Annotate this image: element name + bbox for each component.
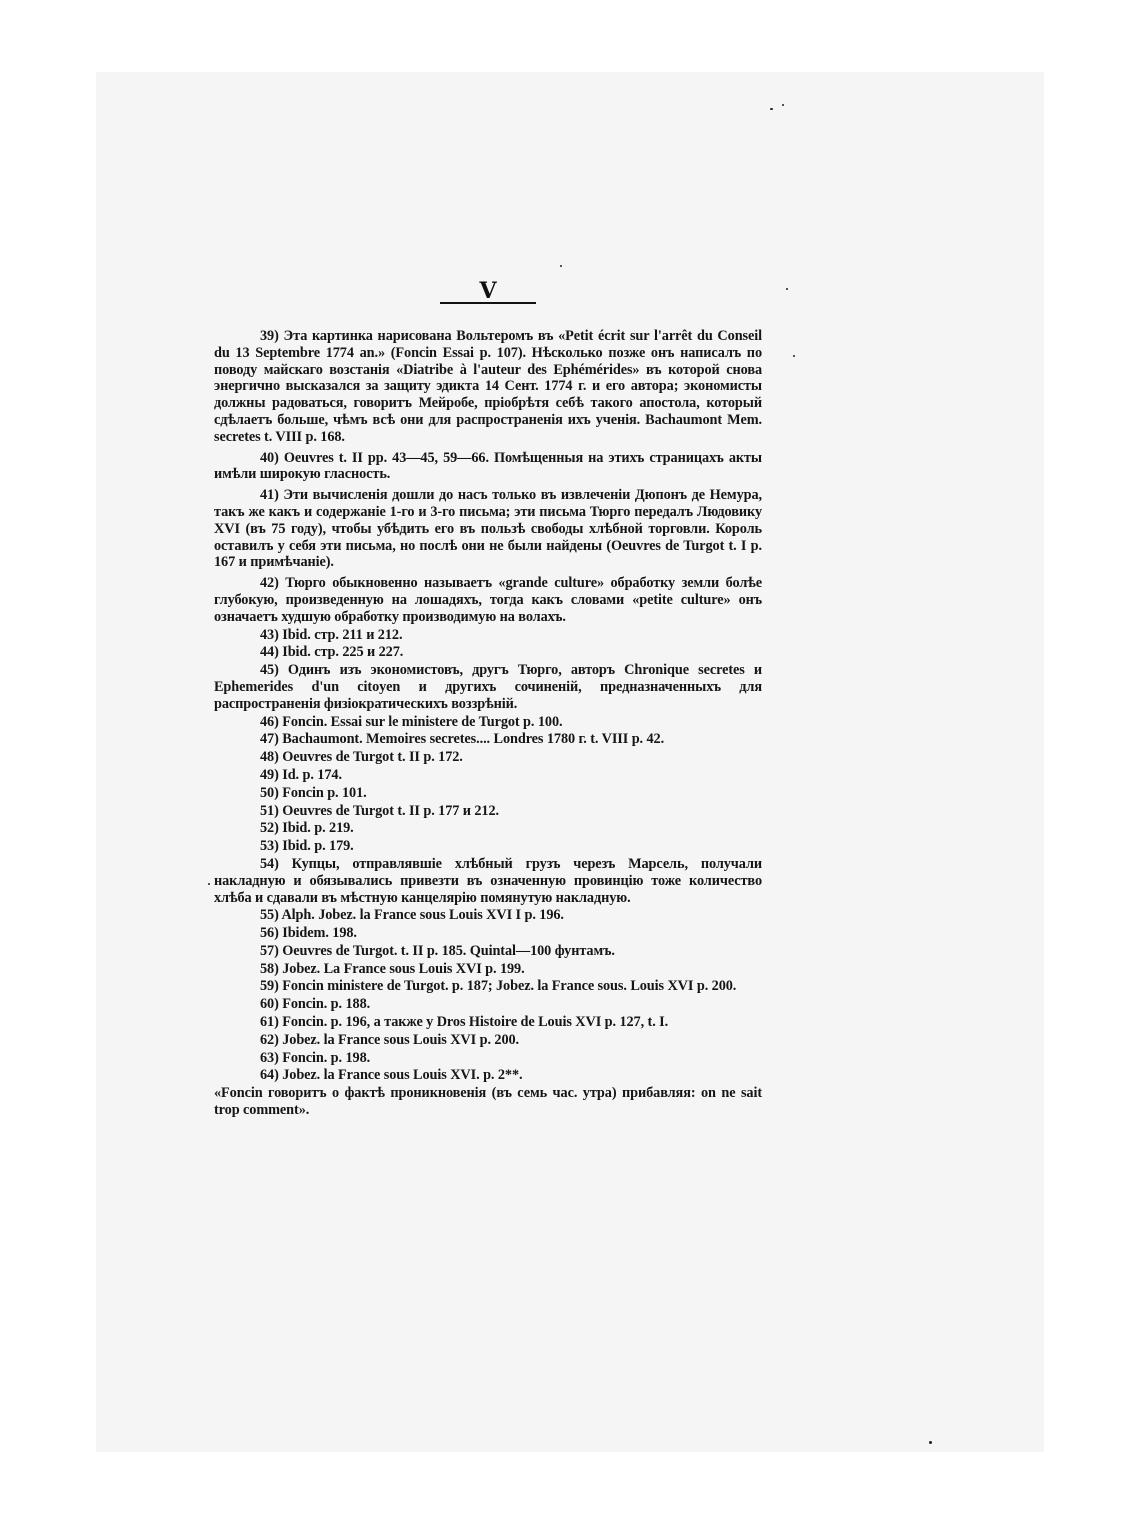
footnote-43: 43) Ibid. стр. 211 и 212. — [260, 626, 403, 643]
footnote-46: 46) Foncin. Essai sur le ministere de Turgot p. 100. — [260, 713, 563, 730]
footnote-52: 52) Ibid. p. 219. — [260, 820, 354, 837]
footnote-50: 50) Foncin p. 101. — [260, 784, 367, 801]
scan-speck — [793, 355, 795, 357]
footnote-48: 48) Oeuvres de Turgot t. II p. 172. — [260, 749, 463, 766]
footnote-42: 42) Тюрго обыкновенно называетъ «grande culture» обработку земли болѣе глубокую, произведенную на лошадяхъ, тогда какъ словами «petite culture» онъ означаетъ худшую обработку производимую на волахъ. — [214, 575, 762, 625]
footnote-57: 57) Oeuvres de Turgot. t. II p. 185. Quintal—100 фунтамъ. — [260, 942, 615, 959]
scan-speck — [929, 1441, 932, 1444]
footnote-62: 62) Jobez. la France sous Louis XVI p. 200. — [260, 1031, 520, 1048]
closing-quote: «Foncin говоритъ о фактѣ проникновенія (въ семь час. утра) прибавляя: on ne sait trop comment». — [214, 1085, 762, 1119]
footnote-60: 60) Foncin. p. 188. — [260, 996, 371, 1013]
scan-speck — [560, 265, 562, 267]
scan-speck — [208, 883, 210, 885]
footnote-59: 59) Foncin ministere de Turgot. p. 187; Jobez. la France sous. Louis XVI p. 200. — [260, 978, 737, 995]
scan-speck — [786, 288, 788, 290]
footnote-61: 61) Foncin. p. 196, а также у Dros Histoire de Louis XVI p. 127, t. I. — [260, 1014, 669, 1031]
footnote-56: 56) Ibidem. 198. — [260, 925, 357, 942]
footnote-44: 44) Ibid. стр. 225 и 227. — [260, 644, 404, 661]
footnote-64: 64) Jobez. la France sous Louis XVI. p. 2**. — [260, 1067, 523, 1084]
footnote-63: 63) Foncin. p. 198. — [260, 1049, 371, 1066]
footnote-39: 39) Эта картинка нарисована Вольтеромъ въ «Petit écrit sur l'arrêt du Conseil du 13 Septembre 1774 an.» (Foncin Essai p. 107). Нѣсколько позже онъ написалъ по поводу майскаго возстанія «Diatribe à l'auteur des Ephémérides» въ которой снова энергично высказался за защиту эдикта 14 Сент. 1774 г. и его автора; экономисты должны радоваться, говоритъ Мейробе, пріобрѣтя себѣ такого апостола, который сдѣлаетъ больше, чѣмъ всѣ они для распространенія ихъ ученія. Bachaumont Mem. secretes t. VIII p. 168. — [214, 328, 762, 445]
page-number: V — [479, 278, 497, 304]
footnote-53: 53) Ibid. p. 179. — [260, 838, 354, 855]
footnotes — [214, 328, 762, 1120]
footnote-51: 51) Oeuvres de Turgot t. II p. 177 и 212. — [260, 802, 499, 819]
scan-speck — [782, 104, 784, 106]
footnote-41: 41) Эти вычисленія дошли до насъ только въ извлеченіи Дюпонъ де Немура, такъ же какъ и содержаніе 1-го и 3-го письма; эти письма Тюрго передалъ Людовику XVI (въ 75 году), чтобы убѣдить его въ пользѣ свободы хлѣбной торговли. Король оставилъ у себя эти письма, но послѣ они не были найдены (Oeuvres de Turgot t. I p. 167 и примѣчаніе). — [214, 487, 762, 571]
header-rule — [440, 302, 536, 304]
footnote-54: 54) Купцы, отправлявшіе хлѣбный грузъ черезъ Марсель, получали накладную и обязывались привезти въ означенную провинцію тоже количество хлѣба и сдавали въ мѣстную канцелярію помянутую накладную. — [214, 855, 762, 906]
footnote-58: 58) Jobez. La France sous Louis XVI p. 199. — [260, 960, 525, 977]
footnote-40: 40) Oeuvres t. II pp. 43—45, 59—66. Помѣщенныя на этихъ страницахъ акты имѣли широкую гласность. — [214, 449, 762, 483]
footnote-49: 49) Id. p. 174. — [260, 766, 342, 783]
footnote-45: 45) Одинъ изъ экономистовъ, другъ Тюрго, авторъ Chronique secretes и Ephemerides d'un citoyen и другихъ сочиненій, предназначенныхъ для распространенія физіократическихъ воззрѣній. — [214, 662, 762, 712]
footnote-55: 55) Alph. Jobez. la France sous Louis XVI I p. 196. — [260, 907, 564, 924]
footnote-47: 47) Bachaumont. Memoires secretes.... Londres 1780 г. t. VIII p. 42. — [260, 731, 665, 748]
scan-speck — [770, 108, 773, 110]
